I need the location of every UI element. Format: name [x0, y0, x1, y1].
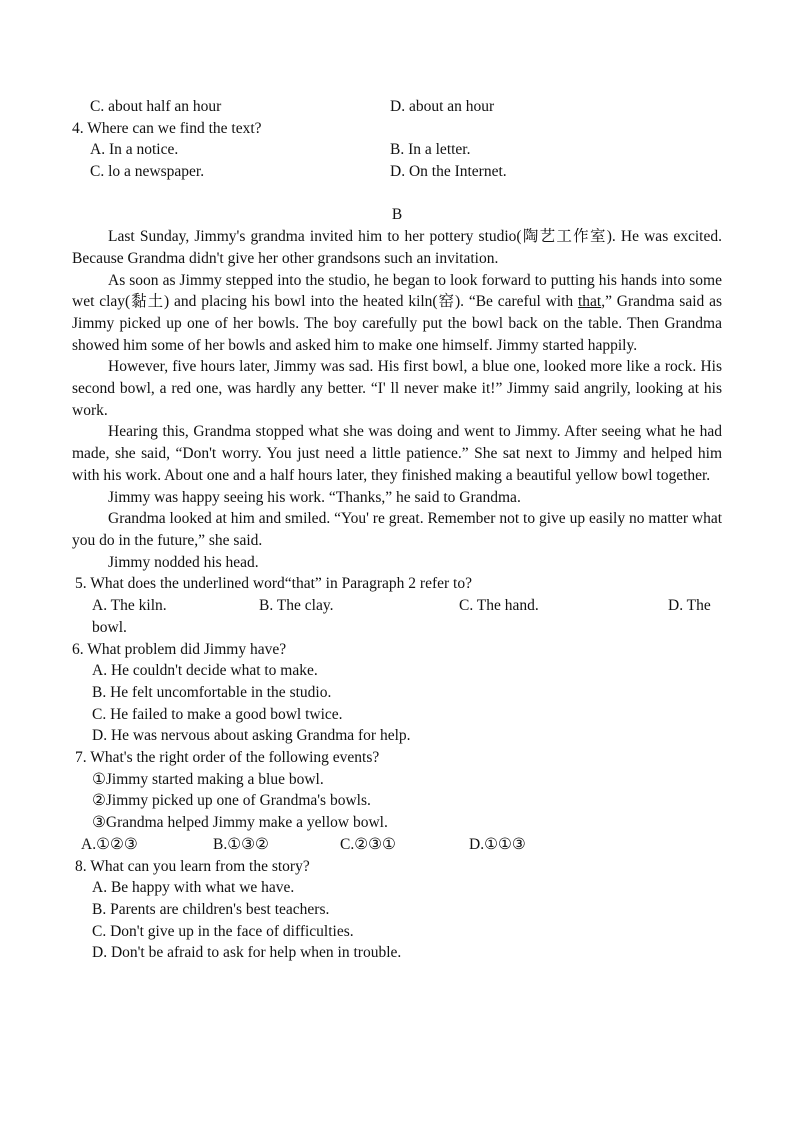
q7-option-b: B.①③② — [213, 835, 269, 853]
q4-option-c: C. lo a newspaper. — [90, 163, 205, 181]
story-paragraph-2 — [72, 270, 722, 357]
q3-option-c: C. about half an hour — [90, 98, 222, 115]
q7-option-c: C.②③① — [340, 835, 396, 853]
q7-option-a: A.①②③ — [81, 835, 138, 853]
story-paragraph-6: Grandma looked at him and smiled. “You' re great. Remember not to give up easily no matter what you do in the future,” she said. — [72, 510, 722, 549]
q5-stem: 5. What does the underlined word“that” in Paragraph 2 refer to? — [75, 575, 472, 593]
q4-stem: 4. Where can we find the text? — [72, 119, 262, 137]
q8-option-c: C. Don't give up in the face of difficulties. — [92, 922, 354, 940]
q5-option-c: C. The hand. — [459, 597, 539, 615]
q4-option-b: B. In a letter. — [390, 141, 471, 159]
q7-options — [72, 834, 722, 856]
story-paragraph-7: Jimmy nodded his head. — [108, 553, 259, 571]
q7-event-3: ③Grandma helped Jimmy make a yellow bowl. — [92, 814, 388, 832]
q6-option-c: C. He failed to make a good bowl twice. — [92, 705, 343, 723]
q7-event-1: ①Jimmy started making a blue bowl. — [92, 770, 324, 788]
underlined-word: that — [577, 293, 602, 311]
q5-option-b: B. The clay. — [259, 597, 334, 615]
q7-stem: 7. What's the right order of the following events? — [75, 749, 380, 767]
q8-option-a: A. Be happy with what we have. — [92, 879, 295, 897]
story-paragraph-1: Last Sunday, Jimmy's grandma invited him to her pottery studio(陶艺工作室). He was excited. Because Grandma didn't give her other grandsons such an invitation. — [72, 228, 722, 267]
q6-stem: 6. What problem did Jimmy have? — [72, 640, 287, 658]
q8-stem: 8. What can you learn from the story? — [75, 857, 310, 875]
story-paragraph-4: Hearing this, Grandma stopped what she was doing and went to Jimmy. After seeing what he had made, she said, “Don't worry. You just need a little patience.” She sat next to Jimmy and helped him with his work. About one and a half hours later, they finished making a beautiful yellow bowl together. — [72, 423, 722, 484]
story-paragraph-3: However, five hours later, Jimmy was sad. His first bowl, a blue one, looked more like a rock. His second bowl, a red one, was hardly any better. “I' ll never make it!” Jimmy said angrily, looking at his work. — [72, 358, 722, 419]
q7-event-2: ②Jimmy picked up one of Grandma's bowls. — [92, 792, 371, 810]
q5-option-d: D. The — [668, 597, 711, 615]
q4-options-ab — [72, 139, 722, 161]
q8-option-b: B. Parents are children's best teachers. — [92, 900, 330, 918]
q7-option-d: D.①①③ — [469, 835, 526, 853]
q3-option-d: D. about an hour — [390, 98, 495, 115]
story-paragraph-5: Jimmy was happy seeing his work. “Thanks,” he said to Grandma. — [108, 488, 521, 506]
q6-option-b: B. He felt uncomfortable in the studio. — [92, 683, 332, 701]
q5-options — [72, 595, 722, 617]
q5-option-d-continued: bowl. — [92, 618, 127, 636]
q4-option-a: A. In a notice. — [90, 141, 179, 159]
q8-option-d: D. Don't be afraid to ask for help when in trouble. — [92, 944, 402, 962]
q4-options-cd — [72, 161, 722, 183]
q3-options-cd — [72, 96, 722, 118]
section-heading: B — [391, 206, 403, 224]
story-paragraph-2-text-a: As soon as Jimmy stepped into the studio, he began to look forward to putting his hands into some wet clay(黏土) and placing his bowl into the heated kiln(窑). “Be careful with — [72, 271, 722, 311]
q4-option-d: D. On the Internet. — [390, 163, 507, 181]
q6-option-a: A. He couldn't decide what to make. — [92, 662, 318, 680]
q6-option-d: D. He was nervous about asking Grandma for help. — [92, 727, 411, 745]
story-paragraph-2-text-b: ,” Grandma said as Jimmy picked up one of her bowls. The boy carefully put the bowl back on the table. Then Grandma showed him some of her bowls and asked him to make one himself. Jimmy started happily. — [72, 293, 722, 354]
q5-option-a: A. The kiln. — [92, 597, 167, 615]
exam-page — [72, 96, 722, 964]
